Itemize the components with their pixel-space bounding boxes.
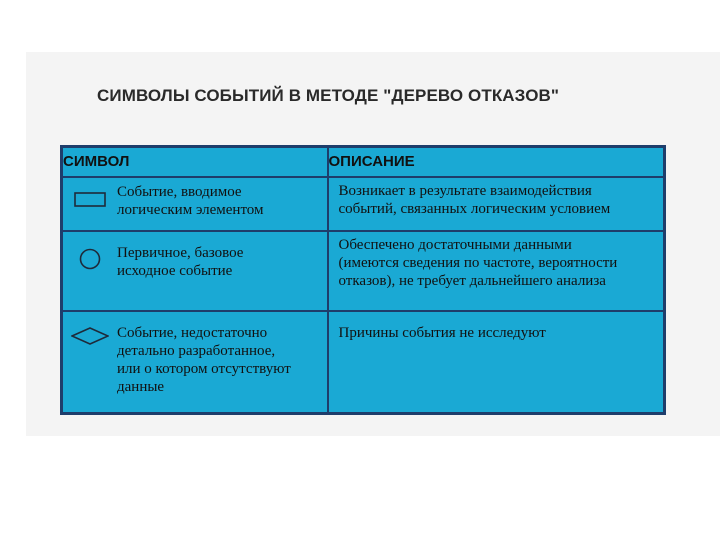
table-row — [62, 231, 665, 311]
description-cell — [328, 231, 665, 311]
description-text-line: Возникает в результате взаимодействия — [338, 182, 592, 199]
symbol-text-line: Первичное, базовое — [117, 244, 244, 261]
table-header-row — [62, 147, 665, 177]
description-text-line: Причины события не исследуют — [338, 324, 546, 341]
description-cell — [328, 177, 665, 231]
table-row — [62, 177, 665, 231]
symbol-cell — [62, 177, 328, 231]
rectangle-symbol-icon — [74, 192, 106, 207]
description-text-line: (имеются сведения по частоте, вероятности — [338, 254, 618, 271]
symbol-text-line: или о котором отсутствуют — [117, 360, 291, 377]
symbol-text-line: Событие, недостаточно — [117, 324, 268, 341]
header-symbol: СИМВОЛ — [62, 147, 328, 177]
symbol-text-line: детально разработанное, — [117, 342, 276, 359]
description-text-line: событий, связанных логическим условием — [338, 200, 611, 217]
symbol-cell — [62, 311, 328, 414]
symbol-text-line: данные — [117, 378, 165, 395]
symbol-text-line: исходное событие — [117, 262, 233, 279]
page-title: СИМВОЛЫ СОБЫТИЙ В МЕТОДЕ "ДЕРЕВО ОТКАЗОВ" — [97, 86, 560, 105]
table-row — [62, 311, 665, 414]
symbol-text-line: Событие, вводимое — [117, 183, 242, 200]
header-description: ОПИСАНИЕ — [328, 147, 665, 177]
symbol-text-line: логическим элементом — [117, 201, 264, 218]
fault-tree-symbols-table — [60, 145, 666, 415]
description-text-line: Обеспечено достаточными данными — [338, 236, 572, 253]
description-cell — [328, 311, 665, 414]
diamond-symbol-icon — [71, 327, 109, 345]
symbol-cell — [62, 231, 328, 311]
circle-symbol-icon — [79, 248, 101, 270]
description-text-line: отказов), не требует дальнейшего анализа — [338, 272, 606, 289]
